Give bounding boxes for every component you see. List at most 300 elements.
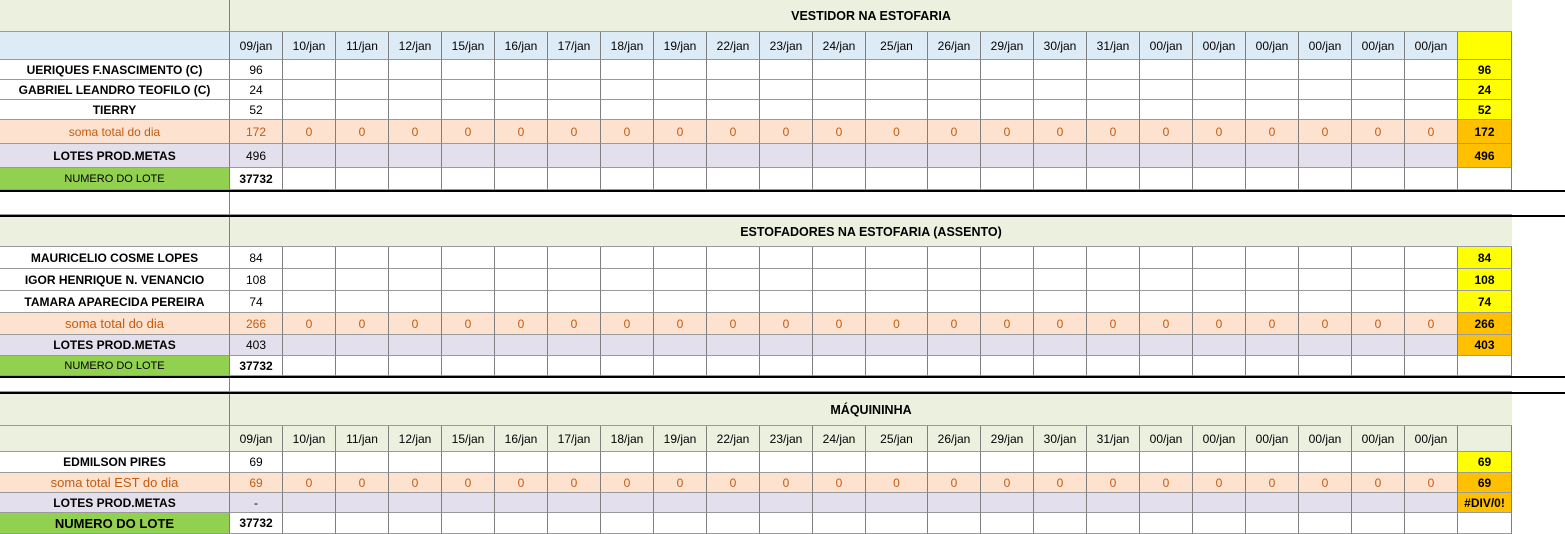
- empty-cell[interactable]: [1299, 144, 1352, 168]
- empty-cell[interactable]: [1140, 269, 1193, 291]
- empty-cell[interactable]: [1405, 247, 1458, 269]
- empty-cell[interactable]: [1246, 513, 1299, 534]
- sum-value[interactable]: 0: [283, 120, 336, 144]
- empty-cell[interactable]: [283, 269, 336, 291]
- empty-cell[interactable]: [1140, 80, 1193, 100]
- sum-value[interactable]: 0: [601, 473, 654, 493]
- empty-cell[interactable]: [813, 269, 866, 291]
- sum-value[interactable]: 0: [866, 120, 928, 144]
- empty-cell[interactable]: [654, 291, 707, 313]
- empty-cell[interactable]: [866, 356, 928, 376]
- empty-cell[interactable]: [1140, 356, 1193, 376]
- empty-cell[interactable]: [1087, 335, 1140, 356]
- sum-value[interactable]: 0: [1246, 120, 1299, 144]
- empty-cell[interactable]: [654, 144, 707, 168]
- empty-cell[interactable]: [1034, 144, 1087, 168]
- empty-cell[interactable]: [981, 452, 1034, 473]
- empty-cell[interactable]: [230, 378, 1512, 392]
- empty-cell[interactable]: [981, 60, 1034, 80]
- date-header[interactable]: 16/jan: [495, 32, 548, 60]
- empty-cell[interactable]: [1140, 291, 1193, 313]
- empty-cell[interactable]: [981, 100, 1034, 120]
- empty-cell[interactable]: [1299, 513, 1352, 534]
- empty-cell[interactable]: [928, 452, 981, 473]
- sum-value[interactable]: 0: [389, 473, 442, 493]
- empty-cell[interactable]: [601, 493, 654, 513]
- empty-cell[interactable]: [1140, 60, 1193, 80]
- empty-cell[interactable]: [230, 192, 1512, 215]
- empty-cell[interactable]: [548, 247, 601, 269]
- empty-cell[interactable]: [1299, 60, 1352, 80]
- date-header[interactable]: 15/jan: [442, 32, 495, 60]
- empty-cell[interactable]: [866, 144, 928, 168]
- empty-cell[interactable]: [601, 100, 654, 120]
- empty-cell[interactable]: [442, 291, 495, 313]
- empty-cell[interactable]: [283, 247, 336, 269]
- date-header[interactable]: 11/jan: [336, 32, 389, 60]
- sum-value[interactable]: 0: [283, 313, 336, 335]
- sum-label[interactable]: soma total do dia: [0, 120, 230, 144]
- empty-cell[interactable]: [981, 356, 1034, 376]
- empty-cell[interactable]: [495, 493, 548, 513]
- empty-cell[interactable]: [389, 80, 442, 100]
- empty-cell[interactable]: [1405, 335, 1458, 356]
- empty-cell[interactable]: [654, 60, 707, 80]
- empty-cell[interactable]: [707, 60, 760, 80]
- empty-cell[interactable]: [495, 513, 548, 534]
- empty-cell[interactable]: [1299, 291, 1352, 313]
- empty-cell[interactable]: [981, 291, 1034, 313]
- sum-value[interactable]: 172: [230, 120, 283, 144]
- empty-cell[interactable]: [760, 356, 813, 376]
- date-header[interactable]: 16/jan: [495, 426, 548, 452]
- empty-cell[interactable]: [601, 269, 654, 291]
- empty-cell[interactable]: [760, 144, 813, 168]
- empty-cell[interactable]: [1246, 100, 1299, 120]
- lotes-label[interactable]: LOTES PROD.METAS: [0, 335, 230, 356]
- empty-cell[interactable]: [1246, 291, 1299, 313]
- empty-cell[interactable]: [548, 452, 601, 473]
- empty-cell[interactable]: [866, 80, 928, 100]
- empty-cell[interactable]: [813, 452, 866, 473]
- empty-cell[interactable]: [707, 269, 760, 291]
- blank-cell[interactable]: [0, 394, 230, 426]
- empty-cell[interactable]: [1193, 168, 1246, 190]
- empty-cell[interactable]: [283, 60, 336, 80]
- empty-cell[interactable]: [283, 335, 336, 356]
- empty-cell[interactable]: [283, 144, 336, 168]
- date-header[interactable]: 00/jan: [1299, 426, 1352, 452]
- numero-value[interactable]: 37732: [230, 356, 283, 376]
- empty-cell[interactable]: [1034, 493, 1087, 513]
- empty-cell[interactable]: [1034, 168, 1087, 190]
- empty-cell[interactable]: [336, 291, 389, 313]
- empty-cell[interactable]: [707, 291, 760, 313]
- date-header[interactable]: 22/jan: [707, 426, 760, 452]
- empty-cell[interactable]: [442, 100, 495, 120]
- empty-cell[interactable]: [1034, 291, 1087, 313]
- date-header[interactable]: 00/jan: [1193, 32, 1246, 60]
- empty-cell[interactable]: [336, 168, 389, 190]
- empty-cell[interactable]: [654, 80, 707, 100]
- date-header[interactable]: 30/jan: [1034, 32, 1087, 60]
- sum-value[interactable]: 0: [1087, 120, 1140, 144]
- empty-cell[interactable]: [336, 247, 389, 269]
- empty-cell[interactable]: [1246, 144, 1299, 168]
- empty-cell[interactable]: [866, 100, 928, 120]
- empty-cell[interactable]: [1034, 100, 1087, 120]
- empty-cell[interactable]: [548, 513, 601, 534]
- date-header[interactable]: 29/jan: [981, 32, 1034, 60]
- empty-cell[interactable]: [707, 168, 760, 190]
- empty-cell[interactable]: [760, 80, 813, 100]
- empty-cell[interactable]: [813, 493, 866, 513]
- date-header[interactable]: 24/jan: [813, 426, 866, 452]
- empty-cell[interactable]: [1193, 80, 1246, 100]
- sum-value[interactable]: 0: [1034, 120, 1087, 144]
- total-cell[interactable]: 96: [1458, 60, 1512, 80]
- empty-cell[interactable]: [1087, 513, 1140, 534]
- sum-total[interactable]: 266: [1458, 313, 1512, 335]
- empty-cell[interactable]: [1193, 513, 1246, 534]
- sum-value[interactable]: 0: [601, 313, 654, 335]
- sum-value[interactable]: 0: [813, 120, 866, 144]
- sum-value[interactable]: 0: [1299, 473, 1352, 493]
- sum-value[interactable]: 0: [548, 313, 601, 335]
- sum-value[interactable]: 0: [981, 120, 1034, 144]
- empty-cell[interactable]: [981, 269, 1034, 291]
- value-cell[interactable]: 52: [230, 100, 283, 120]
- date-header[interactable]: 31/jan: [1087, 426, 1140, 452]
- empty-cell[interactable]: [813, 168, 866, 190]
- worker-name[interactable]: MAURICELIO COSME LOPES: [0, 247, 230, 269]
- empty-cell[interactable]: [283, 513, 336, 534]
- empty-cell[interactable]: [928, 60, 981, 80]
- empty-cell[interactable]: [601, 452, 654, 473]
- empty-cell[interactable]: [1087, 452, 1140, 473]
- empty-cell[interactable]: [336, 269, 389, 291]
- empty-cell[interactable]: [760, 247, 813, 269]
- empty-cell[interactable]: [1246, 452, 1299, 473]
- value-cell[interactable]: 108: [230, 269, 283, 291]
- empty-cell[interactable]: [760, 513, 813, 534]
- sum-value[interactable]: 0: [389, 120, 442, 144]
- empty-cell[interactable]: [601, 335, 654, 356]
- empty-cell[interactable]: [548, 100, 601, 120]
- empty-cell[interactable]: [760, 269, 813, 291]
- total-cell[interactable]: 74: [1458, 291, 1512, 313]
- sum-total[interactable]: 69: [1458, 473, 1512, 493]
- empty-cell[interactable]: [1193, 247, 1246, 269]
- empty-cell[interactable]: [813, 513, 866, 534]
- sum-value[interactable]: 69: [230, 473, 283, 493]
- empty-cell[interactable]: [1405, 452, 1458, 473]
- sum-value[interactable]: 0: [654, 473, 707, 493]
- date-header[interactable]: 11/jan: [336, 426, 389, 452]
- empty-cell[interactable]: [1299, 452, 1352, 473]
- section-title[interactable]: MÁQUININHA: [230, 394, 1512, 426]
- empty-cell[interactable]: [654, 513, 707, 534]
- sum-value[interactable]: 0: [1034, 473, 1087, 493]
- empty-cell[interactable]: [707, 144, 760, 168]
- sum-value[interactable]: 0: [981, 313, 1034, 335]
- empty-cell[interactable]: [336, 452, 389, 473]
- empty-cell[interactable]: [813, 80, 866, 100]
- empty-cell[interactable]: [1246, 60, 1299, 80]
- sum-value[interactable]: 0: [442, 473, 495, 493]
- sum-value[interactable]: 0: [1193, 313, 1246, 335]
- empty-cell[interactable]: [1140, 144, 1193, 168]
- empty-cell[interactable]: [866, 335, 928, 356]
- empty-cell[interactable]: [928, 144, 981, 168]
- empty-cell[interactable]: [1299, 247, 1352, 269]
- sum-value[interactable]: 0: [1405, 473, 1458, 493]
- empty-cell[interactable]: [389, 60, 442, 80]
- empty-cell[interactable]: [1458, 168, 1512, 190]
- empty-cell[interactable]: [1299, 269, 1352, 291]
- empty-cell[interactable]: [442, 269, 495, 291]
- sum-value[interactable]: 0: [1405, 313, 1458, 335]
- empty-cell[interactable]: [548, 356, 601, 376]
- sum-value[interactable]: 0: [495, 473, 548, 493]
- date-header[interactable]: 10/jan: [283, 32, 336, 60]
- empty-cell[interactable]: [981, 80, 1034, 100]
- empty-cell[interactable]: [336, 493, 389, 513]
- empty-cell[interactable]: [1034, 356, 1087, 376]
- empty-cell[interactable]: [654, 452, 707, 473]
- empty-cell[interactable]: [654, 335, 707, 356]
- empty-cell[interactable]: [707, 493, 760, 513]
- empty-cell[interactable]: [654, 168, 707, 190]
- empty-cell[interactable]: [283, 452, 336, 473]
- sum-value[interactable]: 0: [813, 473, 866, 493]
- empty-cell[interactable]: [1140, 100, 1193, 120]
- date-header[interactable]: 12/jan: [389, 32, 442, 60]
- sum-value[interactable]: 0: [283, 473, 336, 493]
- date-header[interactable]: 18/jan: [601, 32, 654, 60]
- empty-cell[interactable]: [1087, 168, 1140, 190]
- sum-value[interactable]: 0: [1352, 120, 1405, 144]
- empty-cell[interactable]: [389, 335, 442, 356]
- empty-cell[interactable]: [1405, 60, 1458, 80]
- empty-cell[interactable]: [1087, 493, 1140, 513]
- empty-cell[interactable]: [1405, 493, 1458, 513]
- empty-cell[interactable]: [442, 452, 495, 473]
- sum-value[interactable]: 0: [1299, 120, 1352, 144]
- empty-cell[interactable]: [707, 513, 760, 534]
- empty-cell[interactable]: [1405, 168, 1458, 190]
- empty-cell[interactable]: [813, 100, 866, 120]
- empty-cell[interactable]: [548, 144, 601, 168]
- empty-cell[interactable]: [336, 100, 389, 120]
- blank-cell[interactable]: [0, 32, 230, 60]
- empty-cell[interactable]: [1405, 269, 1458, 291]
- empty-cell[interactable]: [601, 513, 654, 534]
- empty-cell[interactable]: [442, 60, 495, 80]
- empty-cell[interactable]: [1246, 80, 1299, 100]
- empty-cell[interactable]: [866, 168, 928, 190]
- empty-cell[interactable]: [389, 356, 442, 376]
- empty-cell[interactable]: [1458, 356, 1512, 376]
- date-header[interactable]: 12/jan: [389, 426, 442, 452]
- empty-cell[interactable]: [1405, 356, 1458, 376]
- total-cell[interactable]: 24: [1458, 80, 1512, 100]
- empty-cell[interactable]: [760, 168, 813, 190]
- empty-cell[interactable]: [442, 247, 495, 269]
- sum-value[interactable]: 0: [495, 313, 548, 335]
- date-header[interactable]: 00/jan: [1140, 32, 1193, 60]
- sum-value[interactable]: 0: [1246, 313, 1299, 335]
- empty-cell[interactable]: [1034, 247, 1087, 269]
- sum-value[interactable]: 0: [654, 120, 707, 144]
- empty-cell[interactable]: [707, 452, 760, 473]
- section-title[interactable]: ESTOFADORES NA ESTOFARIA (ASSENTO): [230, 217, 1512, 247]
- date-header[interactable]: 00/jan: [1246, 426, 1299, 452]
- date-header[interactable]: 17/jan: [548, 426, 601, 452]
- empty-cell[interactable]: [601, 144, 654, 168]
- empty-cell[interactable]: [283, 168, 336, 190]
- empty-cell[interactable]: [442, 493, 495, 513]
- empty-cell[interactable]: [601, 247, 654, 269]
- empty-cell[interactable]: [495, 356, 548, 376]
- empty-cell[interactable]: [336, 80, 389, 100]
- sum-value[interactable]: 0: [389, 313, 442, 335]
- empty-cell[interactable]: [389, 291, 442, 313]
- empty-cell[interactable]: [1034, 513, 1087, 534]
- sum-value[interactable]: 0: [442, 313, 495, 335]
- empty-cell[interactable]: [654, 100, 707, 120]
- empty-cell[interactable]: [336, 335, 389, 356]
- empty-cell[interactable]: [1087, 291, 1140, 313]
- empty-cell[interactable]: [336, 356, 389, 376]
- empty-cell[interactable]: [928, 80, 981, 100]
- empty-cell[interactable]: [866, 60, 928, 80]
- empty-cell[interactable]: [866, 452, 928, 473]
- empty-cell[interactable]: [601, 80, 654, 100]
- sum-value[interactable]: 0: [928, 313, 981, 335]
- sum-value[interactable]: 0: [760, 120, 813, 144]
- value-cell[interactable]: 69: [230, 452, 283, 473]
- sum-value[interactable]: 0: [866, 313, 928, 335]
- empty-cell[interactable]: [707, 335, 760, 356]
- date-header[interactable]: 26/jan: [928, 426, 981, 452]
- empty-cell[interactable]: [336, 513, 389, 534]
- empty-cell[interactable]: [601, 356, 654, 376]
- empty-cell[interactable]: [1087, 100, 1140, 120]
- empty-cell[interactable]: [1352, 452, 1405, 473]
- empty-cell[interactable]: [495, 60, 548, 80]
- empty-cell[interactable]: [1140, 168, 1193, 190]
- empty-cell[interactable]: [866, 247, 928, 269]
- empty-cell[interactable]: [760, 493, 813, 513]
- empty-cell[interactable]: [1193, 356, 1246, 376]
- empty-cell[interactable]: [548, 80, 601, 100]
- empty-cell[interactable]: [981, 144, 1034, 168]
- empty-cell[interactable]: [1299, 100, 1352, 120]
- date-header[interactable]: 18/jan: [601, 426, 654, 452]
- sum-value[interactable]: 0: [1352, 313, 1405, 335]
- sum-value[interactable]: 0: [760, 313, 813, 335]
- empty-cell[interactable]: [1140, 335, 1193, 356]
- empty-cell[interactable]: [1193, 291, 1246, 313]
- empty-cell[interactable]: [1193, 335, 1246, 356]
- empty-cell[interactable]: [1140, 513, 1193, 534]
- date-header[interactable]: 00/jan: [1193, 426, 1246, 452]
- sum-value[interactable]: 0: [601, 120, 654, 144]
- empty-cell[interactable]: [601, 60, 654, 80]
- empty-cell[interactable]: [1405, 513, 1458, 534]
- empty-cell[interactable]: [813, 144, 866, 168]
- date-header[interactable]: 29/jan: [981, 426, 1034, 452]
- sum-value[interactable]: 0: [1140, 313, 1193, 335]
- sum-value[interactable]: 0: [707, 313, 760, 335]
- sum-value[interactable]: 0: [760, 473, 813, 493]
- date-header[interactable]: 00/jan: [1405, 426, 1458, 452]
- empty-cell[interactable]: [707, 356, 760, 376]
- empty-cell[interactable]: [654, 356, 707, 376]
- empty-cell[interactable]: [389, 513, 442, 534]
- blank-cell[interactable]: [0, 217, 230, 247]
- empty-cell[interactable]: [1246, 335, 1299, 356]
- sum-value[interactable]: 0: [1352, 473, 1405, 493]
- empty-cell[interactable]: [601, 168, 654, 190]
- date-header[interactable]: 15/jan: [442, 426, 495, 452]
- empty-cell[interactable]: [1352, 291, 1405, 313]
- section-title[interactable]: VESTIDOR NA ESTOFARIA: [230, 0, 1512, 32]
- empty-cell[interactable]: [1193, 269, 1246, 291]
- empty-cell[interactable]: [442, 144, 495, 168]
- empty-cell[interactable]: [336, 60, 389, 80]
- sum-value[interactable]: 0: [336, 120, 389, 144]
- empty-cell[interactable]: [1034, 452, 1087, 473]
- empty-cell[interactable]: [336, 144, 389, 168]
- empty-cell[interactable]: [389, 144, 442, 168]
- empty-cell[interactable]: [1405, 80, 1458, 100]
- empty-cell[interactable]: [1246, 247, 1299, 269]
- empty-cell[interactable]: [495, 335, 548, 356]
- sum-label[interactable]: soma total do dia: [0, 313, 230, 335]
- sum-value[interactable]: 0: [336, 473, 389, 493]
- date-header[interactable]: 31/jan: [1087, 32, 1140, 60]
- empty-cell[interactable]: [760, 291, 813, 313]
- value-cell[interactable]: 24: [230, 80, 283, 100]
- empty-cell[interactable]: [1352, 493, 1405, 513]
- worker-name[interactable]: TIERRY: [0, 100, 230, 120]
- empty-cell[interactable]: [866, 493, 928, 513]
- empty-cell[interactable]: [760, 452, 813, 473]
- empty-cell[interactable]: [981, 247, 1034, 269]
- lotes-value[interactable]: 496: [230, 144, 283, 168]
- empty-cell[interactable]: [813, 335, 866, 356]
- empty-cell[interactable]: [928, 269, 981, 291]
- empty-cell[interactable]: [389, 269, 442, 291]
- empty-cell[interactable]: [654, 247, 707, 269]
- empty-cell[interactable]: [1087, 80, 1140, 100]
- worker-name[interactable]: UERIQUES F.NASCIMENTO (C): [0, 60, 230, 80]
- lotes-total[interactable]: 496: [1458, 144, 1512, 168]
- sum-value[interactable]: 0: [1299, 313, 1352, 335]
- numero-label[interactable]: NUMERO DO LOTE: [0, 356, 230, 376]
- empty-cell[interactable]: [548, 493, 601, 513]
- empty-cell[interactable]: [1034, 269, 1087, 291]
- empty-cell[interactable]: [495, 168, 548, 190]
- date-header[interactable]: 00/jan: [1352, 32, 1405, 60]
- empty-cell[interactable]: [495, 100, 548, 120]
- numero-value[interactable]: 37732: [230, 513, 283, 534]
- date-header[interactable]: 09/jan: [230, 426, 283, 452]
- empty-cell[interactable]: [1352, 513, 1405, 534]
- empty-cell[interactable]: [760, 60, 813, 80]
